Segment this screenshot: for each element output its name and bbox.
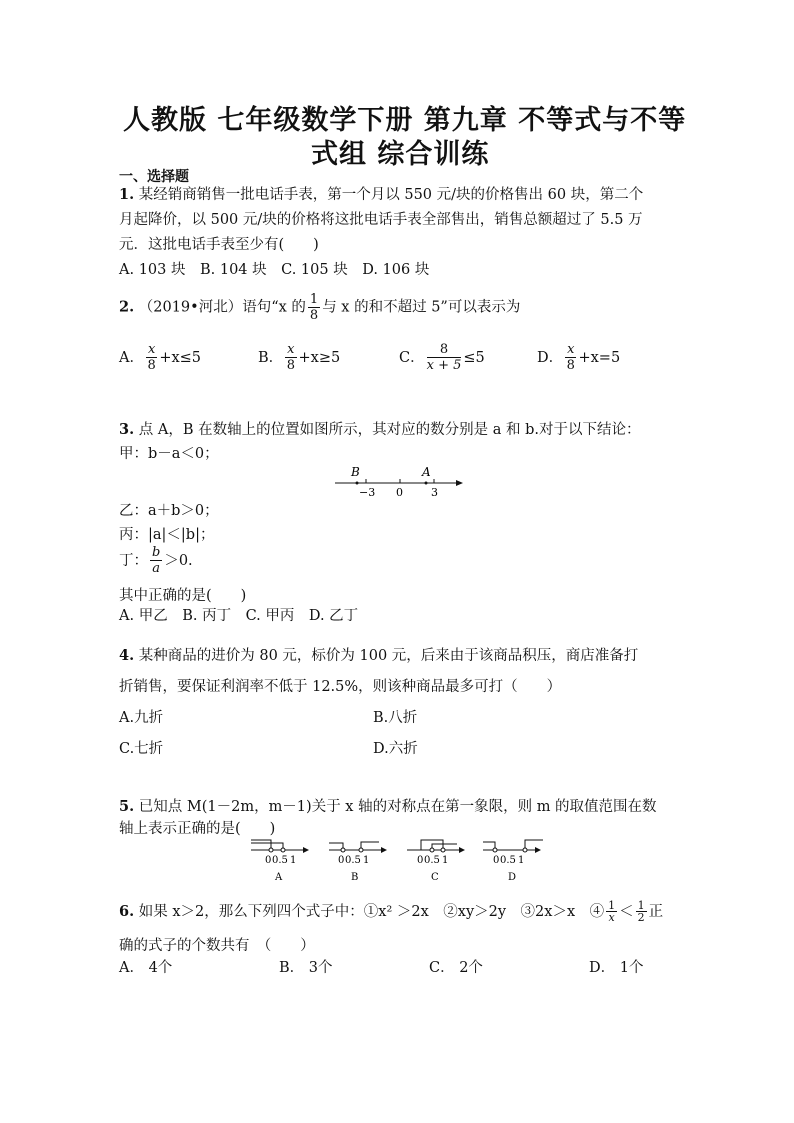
option-label: B: [351, 872, 359, 883]
answer-options: A. 甲乙 B. 丙丁 C. 甲丙 D. 乙丁: [119, 608, 359, 624]
option-label: C: [431, 872, 439, 883]
fraction: [427, 342, 462, 373]
option-a: [119, 342, 201, 373]
fraction: [636, 900, 647, 923]
option-d: [537, 342, 620, 373]
option-c: [399, 342, 485, 373]
page-title-line2: 式组 综合训练: [311, 139, 490, 170]
question-text-line: 某种商品的进价为 80 元，标价为 100 元，后来由于该商品积压，商店准备打: [138, 648, 639, 664]
option-label: D: [508, 872, 517, 883]
tick-label: 1: [518, 855, 525, 866]
question-text-line: 点 A，B 在数轴上的位置如图所示，其对应的数分别是 a 和 b.对于以下结论：: [138, 422, 641, 438]
answer-options: A. 103 块 B. 104 块 C. 105 块 D. 106 块: [119, 262, 430, 278]
option-text: +x=5: [578, 349, 621, 366]
tick-label: 1: [363, 855, 370, 866]
option-c-number-line: [407, 840, 465, 883]
tick-label: 0: [493, 855, 500, 866]
tick-label: 0: [265, 855, 272, 866]
statement-ding: [119, 545, 193, 576]
fraction-numerator: x: [567, 342, 575, 357]
question-text: 正: [648, 903, 664, 920]
question-number: 6.: [119, 902, 135, 920]
question-1: [119, 185, 643, 280]
fraction-numerator: 8: [427, 342, 462, 358]
fraction-denominator: 8: [309, 308, 319, 323]
fraction: [146, 342, 157, 373]
option-b: [258, 342, 340, 373]
option-a: A． 4个: [119, 960, 173, 976]
fraction-denominator: 2: [637, 911, 645, 924]
question-ask: 其中正确的是( ): [119, 588, 247, 604]
option-text: +x≤5: [159, 349, 202, 366]
option-c: C． 2个: [429, 960, 483, 976]
fraction-denominator: a: [152, 561, 161, 576]
question-3: [119, 420, 640, 464]
fraction-numerator: x: [147, 342, 156, 357]
label-b: B: [351, 465, 360, 479]
tick-label: 0.5: [424, 855, 440, 866]
tick-label: 0: [338, 855, 345, 866]
fraction-numerator: 1: [309, 292, 319, 307]
question-2: [119, 292, 520, 323]
fraction: [606, 900, 617, 923]
question-5: [119, 797, 657, 839]
fraction: [308, 292, 320, 323]
statement-label: 丁：: [119, 552, 148, 569]
option-b: B.八折: [373, 710, 418, 726]
tick-label: 0.5: [272, 855, 288, 866]
option-b-number-line: [329, 842, 387, 883]
fraction-denominator: 8: [566, 358, 575, 373]
fraction: [150, 545, 162, 576]
tick-label: 0.5: [345, 855, 361, 866]
tick-label: 1: [290, 855, 297, 866]
number-line-options: [245, 834, 555, 884]
option-label: B．: [258, 349, 284, 366]
question-text-line: 轴上表示正确的是( ): [119, 821, 276, 837]
fraction: [565, 342, 576, 373]
question-text: 如果 x＞2，那么下列四个式子中：①x² ＞2x ②xy＞2y ③2x＞x ④: [138, 903, 605, 920]
option-d: D． 1个: [589, 960, 644, 976]
point-b: [356, 482, 359, 485]
fraction-denominator: 8: [147, 358, 156, 373]
tick-label: 0.5: [500, 855, 516, 866]
option-a-number-line: [251, 840, 309, 883]
question-text-line: 元．这批电话手表至少有( ): [119, 237, 319, 253]
tick-label: 3: [431, 486, 438, 498]
fraction-denominator: 8: [286, 358, 295, 373]
question-number: 5.: [119, 798, 135, 815]
question-text: 与 x 的和不超过 5”可以表示为: [322, 299, 521, 316]
statement-yi: 乙：a＋b＞0；: [119, 503, 219, 519]
question-number: 2.: [119, 298, 135, 316]
statement-bing: 丙：|a|＜|b|；: [119, 527, 215, 543]
tick-label: 1: [442, 855, 449, 866]
question-number: 4.: [119, 647, 135, 664]
question-text-line: 确的式子的个数共有 （ ）: [119, 938, 315, 954]
tick-label: −3: [359, 486, 376, 498]
option-text: ≤5: [463, 349, 485, 366]
option-label: A．: [119, 349, 144, 366]
question-number: 3.: [119, 421, 135, 438]
fraction-numerator: 1: [608, 899, 616, 912]
question-text-line: 折销售，要保证利润率不低于 12.5%，则该种商品最多可打（ ）: [119, 679, 562, 695]
question-text: （2019•河北）语句“x 的: [138, 299, 306, 316]
question-text-line: 某经销商销售一批电话手表，第一个月以 550 元/块的价格售出 60 块，第二个: [138, 187, 644, 203]
tick-label: 0: [396, 486, 403, 498]
option-text: +x≥5: [298, 349, 341, 366]
statement-text: ＞0.: [164, 552, 193, 569]
statement-jia: 甲：b－a＜0；: [119, 446, 219, 462]
option-d: D.六折: [373, 741, 418, 757]
fraction-numerator: 1: [637, 899, 645, 912]
tick-label: 0: [417, 855, 424, 866]
question-text-line: 已知点 M(1－2m，m－1)关于 x 轴的对称点在第一象限，则 m 的取值范围在数: [138, 799, 657, 815]
fraction: [285, 342, 296, 373]
fraction-numerator: b: [152, 545, 161, 560]
point-a: [425, 482, 428, 485]
number-line-figure: [330, 462, 470, 498]
option-a: A.九折: [119, 710, 164, 726]
question-number: 1.: [119, 186, 135, 203]
page-title-line1: 人教版 七年级数学下册 第九章 不等式与不等: [123, 105, 687, 136]
fraction-numerator: x: [287, 342, 295, 357]
label-a: A: [422, 465, 431, 479]
question-text-line: 月起降价，以 500 元/块的价格将这批电话手表全部售出，销售总额超过了 5.5 万: [119, 212, 643, 228]
less-than-sign: ＜: [619, 903, 634, 920]
question-6: [119, 900, 663, 923]
fraction-denominator: x + 5: [426, 358, 462, 373]
option-label: C．: [399, 349, 425, 366]
option-d-number-line: [483, 840, 543, 883]
question-4: [119, 646, 638, 697]
fraction-denominator: x: [608, 911, 615, 924]
option-label: D．: [537, 349, 564, 366]
option-c: C.七折: [119, 741, 164, 757]
option-label: A: [275, 872, 283, 883]
option-b: B． 3个: [279, 960, 333, 976]
section-heading: 一、选择题: [119, 169, 189, 185]
